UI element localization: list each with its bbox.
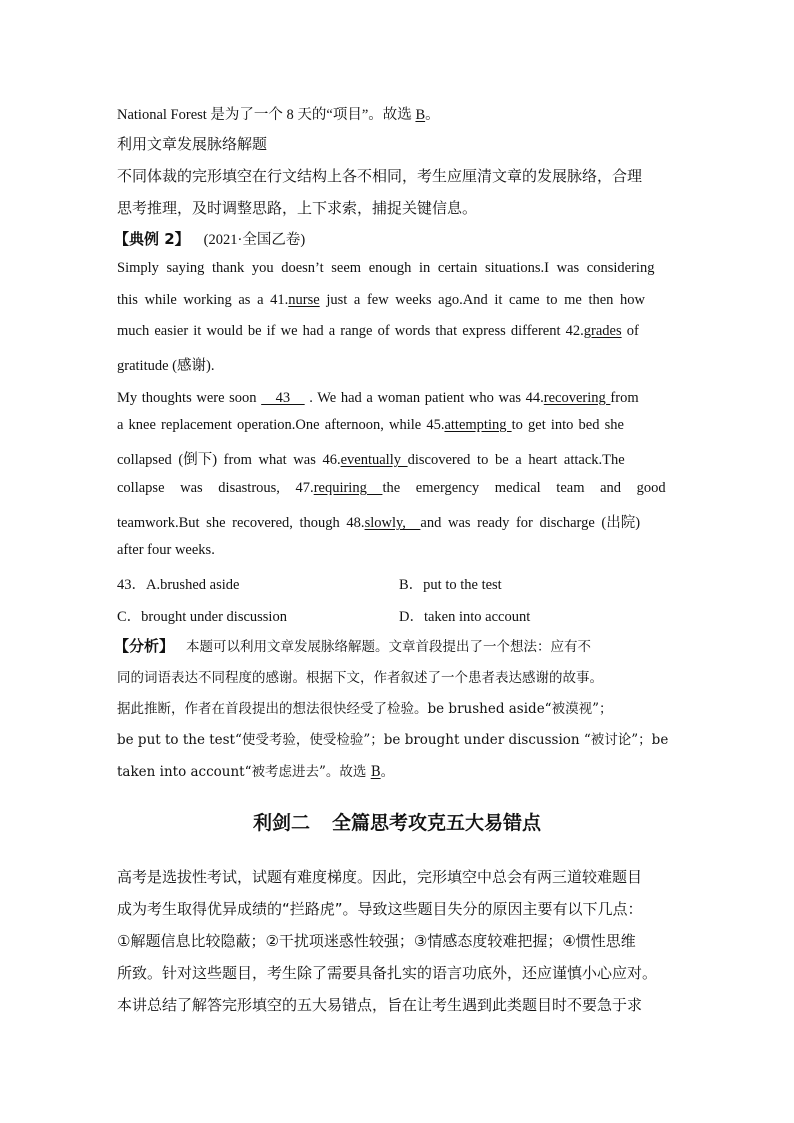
intro-line: 不同体裁的完形填空在行文结构上各不相同，考生应厘清文章的发展脉络，合理 [117, 167, 643, 185]
answer-line [117, 103, 440, 124]
answer-42: grades [583, 323, 622, 339]
option-c: C．brought under discussion [117, 609, 287, 625]
passage-line: teamwork.But she recovered, though 48.slowly, and was ready for discharge (出院) [117, 515, 641, 531]
option-b: B．put to the test [399, 577, 502, 593]
section-subtitle: 利用文章发展脉络解题 [117, 135, 268, 153]
passage-line: after four weeks. [117, 542, 215, 558]
body-line: 本讲总结了解答完形填空的五大易错点，旨在让考生遇到此类题目时不要急于求 [117, 996, 643, 1014]
blank-43: 43 [261, 390, 305, 406]
example-source: (2021·全国乙卷) [203, 232, 306, 248]
passage-line: gratitude (感谢). [117, 358, 215, 374]
answer-end: 。 [425, 107, 440, 123]
answer-text: National Forest 是为了一个 8 天的“项目”。故选 [117, 107, 416, 123]
answer-41: nurse [288, 292, 320, 308]
passage-line: Simply saying thank you doesn’t seem enough in certain situations.I was considering [117, 260, 655, 276]
passage-line: this while working as a 41.nurse just a few weeks ago.And it came to me then how [117, 292, 646, 308]
section-heading [0, 808, 794, 835]
passage-line: collapsed (倒下) from what was 46.eventually discovered to be a heart attack.The [117, 452, 625, 468]
answer-47: requiring [313, 480, 383, 496]
answer-choice: B [415, 107, 426, 123]
answer-45: attempting [444, 417, 512, 433]
passage-line: My thoughts were soon 43 . We had a woman patient who was 44.recovering from [117, 390, 639, 406]
body-line: ①解题信息比较隐蔽；②干扰项迷惑性较强；③情感态度较难把握；④惯性思维 [117, 932, 636, 950]
answer-48: slowly, [364, 515, 421, 531]
body-line: 高考是选拔性考试，试题有难度梯度。因此，完形填空中总会有两三道较难题目 [117, 868, 643, 886]
example-label: 【典例 2】 [114, 230, 190, 248]
analysis-line: taken into account“被考虑进去”。故选 B。 [117, 764, 395, 780]
option-d: D．taken into account [399, 609, 531, 625]
body-line: 成为考生取得优异成绩的“拦路虎”。导致这些题目失分的原因主要有以下几点： [117, 900, 643, 918]
passage-line: collapse was disastrous, 47.requiring the emergency medical team and good [117, 480, 666, 496]
analysis-line: 据此推断，作者在首段提出的想法很快经受了检验。be brushed aside“被漠视”； [117, 701, 613, 717]
answer-44: recovering [543, 390, 611, 406]
analysis-line: be put to the test“使受考验，使受检验”；be brought under discussion “被讨论”；be [117, 732, 669, 748]
analysis-line: 【分析】 本题可以利用文章发展脉络解题。文章首段提出了一个想法：应有不 [114, 637, 592, 655]
heading-part-b: 全篇思考攻克五大易错点 [332, 812, 542, 834]
analysis-label: 【分析】 [114, 637, 175, 655]
passage-line: a knee replacement operation.One afternoon, while 45.attempting to get into bed she [117, 417, 624, 433]
analysis-answer: B [370, 764, 381, 780]
example-header [114, 228, 305, 249]
analysis-line: 同的词语表达不同程度的感谢。根据下文，作者叙述了一个患者表达感谢的故事。 [117, 670, 603, 686]
intro-line: 思考推理，及时调整思路，上下求索，捕捉关键信息。 [117, 199, 478, 217]
answer-46: eventually [340, 452, 408, 468]
option-a: 43．A.brushed aside [117, 577, 240, 593]
passage-line: much easier it would be if we had a range of words that express different 42.grades of [117, 323, 639, 339]
heading-part-a: 利剑二 [252, 812, 310, 834]
body-line: 所致。针对这些题目，考生除了需要具备扎实的语言功底外，还应谨慎小心应对。 [117, 964, 658, 982]
